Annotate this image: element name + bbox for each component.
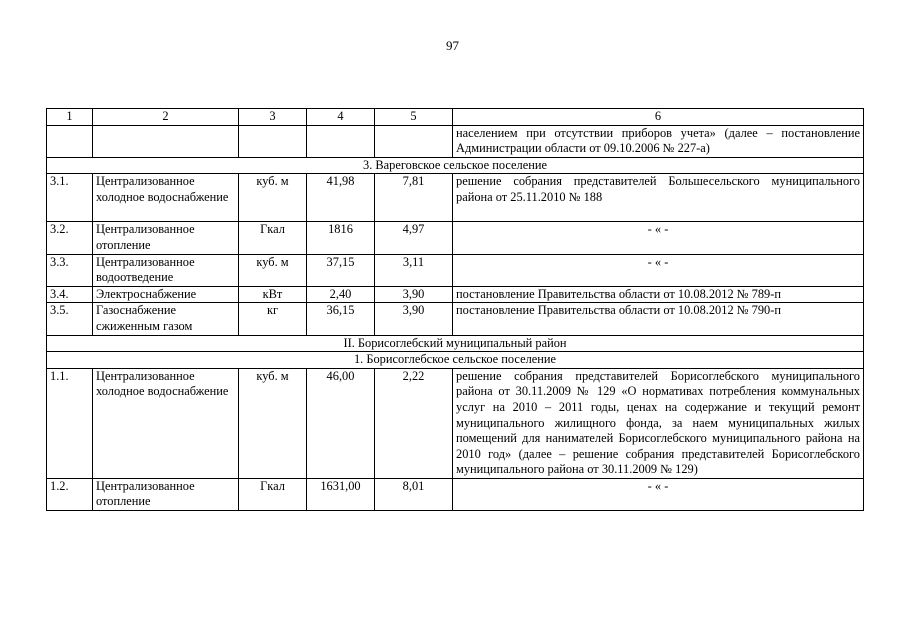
doc-cell: населением при отсутствии приборов учета» (далее – постановление Администрации области от 09.10.2006 № 227-а) (453, 125, 864, 157)
table-row (47, 286, 864, 303)
tariff-table (46, 108, 864, 511)
doc-cell: решение собрания представителей Большесельского муниципального района от 25.11.2010 № 188 (453, 174, 864, 222)
district-title: II. Борисоглебский муниципальный район (47, 335, 864, 352)
header-cell: 1 (47, 109, 93, 126)
row-number: 3.3. (47, 254, 93, 286)
value4-cell: 46,00 (307, 368, 375, 478)
unit-cell: куб. м (239, 174, 307, 222)
unit-cell: Гкал (239, 478, 307, 510)
value5-cell: 3,11 (375, 254, 453, 286)
table-row (47, 478, 864, 510)
service-cell: Электроснабжение (93, 286, 239, 303)
value5-cell: 3,90 (375, 303, 453, 335)
row-number: 1.2. (47, 478, 93, 510)
header-cell: 4 (307, 109, 375, 126)
value4-cell: 37,15 (307, 254, 375, 286)
header-cell: 6 (453, 109, 864, 126)
header-row (47, 109, 864, 126)
service-cell: Централизованное холодное водоснабжение (93, 174, 239, 222)
doc-cell: постановление Правительства области от 10.08.2012 № 789-п (453, 286, 864, 303)
row-number: 3.4. (47, 286, 93, 303)
section-title: 3. Вареговское сельское поселение (47, 157, 864, 174)
unit-cell: кг (239, 303, 307, 335)
header-cell: 3 (239, 109, 307, 126)
value5-cell: 7,81 (375, 174, 453, 222)
page-number: 97 (446, 38, 459, 53)
value4-cell: 1631,00 (307, 478, 375, 510)
section-title: 1. Борисоглебское сельское поселение (47, 352, 864, 369)
table-row (47, 303, 864, 335)
service-cell: Централизованное отопление (93, 222, 239, 254)
header-cell: 2 (93, 109, 239, 126)
table-row (47, 174, 864, 222)
value5-cell: 3,90 (375, 286, 453, 303)
section-row (47, 157, 864, 174)
row-number: 3.1. (47, 174, 93, 222)
doc-cell: - « - (453, 478, 864, 510)
doc-cell: - « - (453, 254, 864, 286)
value5-cell: 4,97 (375, 222, 453, 254)
section-row (47, 352, 864, 369)
row-number: 1.1. (47, 368, 93, 478)
unit-cell: Гкал (239, 222, 307, 254)
value4-cell: 41,98 (307, 174, 375, 222)
row-number: 3.5. (47, 303, 93, 335)
doc-cell: постановление Правительства области от 10.08.2012 № 790-п (453, 303, 864, 335)
district-row (47, 335, 864, 352)
doc-cell: - « - (453, 222, 864, 254)
unit-cell: куб. м (239, 254, 307, 286)
table-row (47, 254, 864, 286)
value4-cell: 2,40 (307, 286, 375, 303)
service-cell: Централизованное холодное водоснабжение (93, 368, 239, 478)
value4-cell: 36,15 (307, 303, 375, 335)
service-cell: Централизованное водоотведение (93, 254, 239, 286)
value4-cell: 1816 (307, 222, 375, 254)
unit-cell: кВт (239, 286, 307, 303)
service-cell: Газоснабжение сжиженным газом (93, 303, 239, 335)
value5-cell: 2,22 (375, 368, 453, 478)
value5-cell: 8,01 (375, 478, 453, 510)
table-row (47, 368, 864, 478)
header-cell: 5 (375, 109, 453, 126)
table-row (47, 222, 864, 254)
doc-cell: решение собрания представителей Борисоглебского муниципального района от 30.11.2009 № 129 «О нормативах потребления коммунальных услуг на 2010 – 2011 годы, ценах на содержание и текущий ремонт муниципального жилищного фонда, за наем муниципальных жилых помещений для нанимателей Борисоглебского муниципального района на 2010 год» (далее – решение собрания представителей Борисоглебского муниципального района от 30.11.2009 № 129) (453, 368, 864, 478)
service-cell: Централизованное отопление (93, 478, 239, 510)
unit-cell: куб. м (239, 368, 307, 478)
row-number: 3.2. (47, 222, 93, 254)
table-row (47, 125, 864, 157)
